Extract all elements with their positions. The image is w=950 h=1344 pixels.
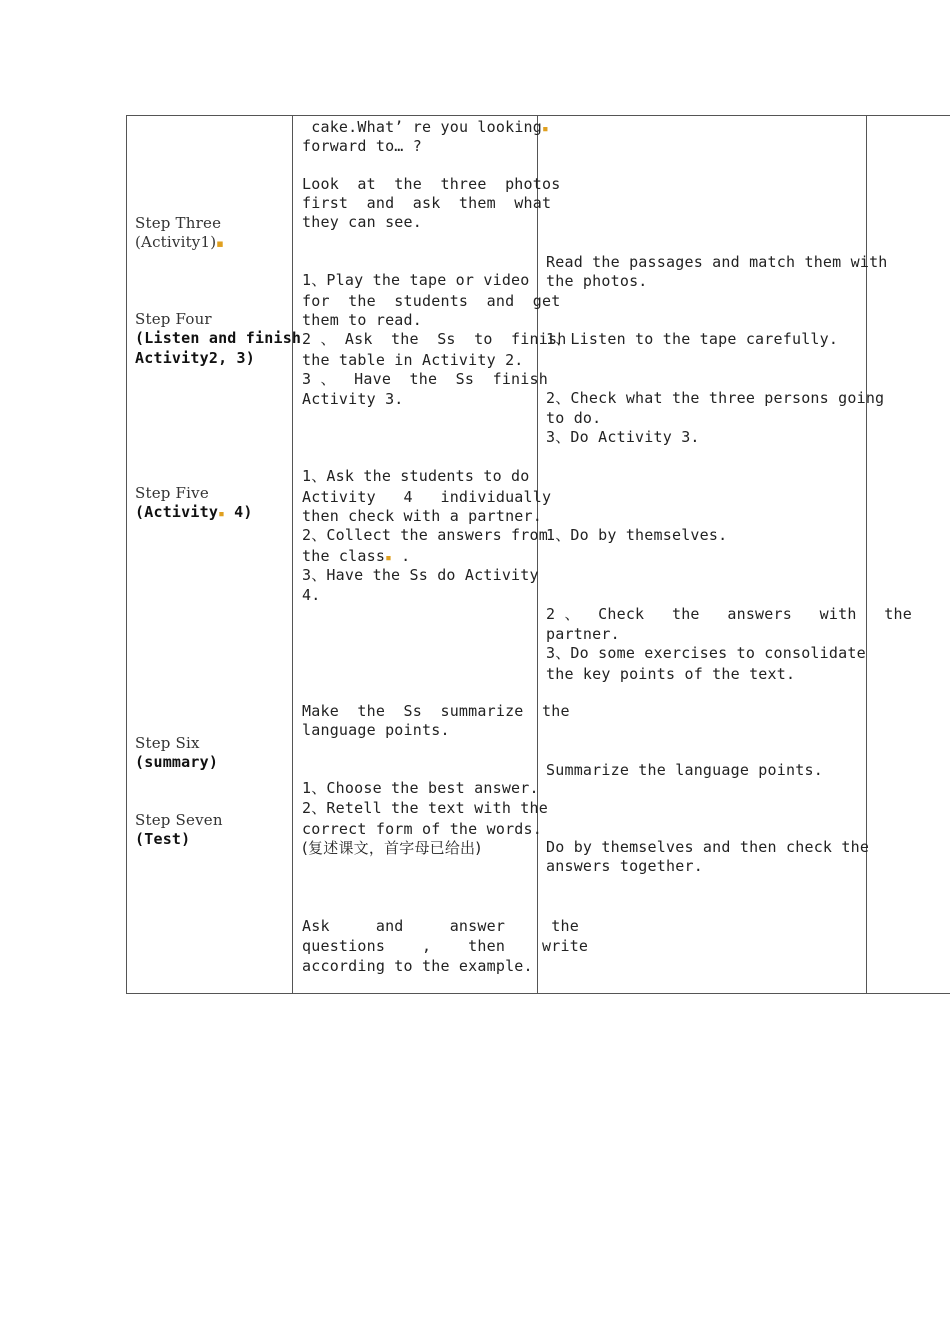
teacher-text-line: language points. [302, 721, 450, 739]
step-four-subtitle-line2: Activity2, 3) [135, 349, 255, 367]
step-six-subtitle: (summary) [135, 753, 219, 771]
step-seven-subtitle: (Test) [135, 830, 191, 848]
step-seven-title: Step Seven [135, 811, 223, 829]
teacher-text-line: Make the Ss summarize the [302, 702, 570, 720]
teacher-text-line: the table in Activity 2. [302, 351, 524, 369]
teacher-text-line: 1、Ask the students to do [302, 467, 530, 485]
teacher-text-line: the class▪ . [302, 547, 411, 565]
column-divider-2 [537, 115, 538, 994]
student-text-line: 1、Listen to the tape carefully. [546, 330, 839, 348]
student-text-line: Summarize the language points. [546, 761, 823, 779]
lesson-table [126, 115, 950, 994]
teacher-text-line: 4. [302, 586, 321, 604]
student-text-line: 2 、 Check the answers with the [546, 605, 912, 623]
teacher-text-line: for the students and get [302, 292, 561, 310]
student-text-line: 3、Do some exercises to consolidate [546, 644, 866, 662]
teacher-text-line: 2、Retell the text with the [302, 799, 548, 817]
teacher-text-line: Ask and answer the [302, 917, 579, 935]
student-text-line: the key points of the text. [546, 665, 796, 683]
teacher-text-line: Activity 3. [302, 390, 404, 408]
orange-dot-icon: ▪ [385, 551, 392, 564]
student-text-line: to do. [546, 409, 602, 427]
teacher-text-line: questions , then write [302, 937, 589, 955]
student-text-line: answers together. [546, 857, 703, 875]
teacher-text-line: 2、Collect the answers from [302, 526, 548, 544]
step-five-subtitle: (Activity▪ 4) [135, 503, 253, 521]
orange-dot-icon: ▪ [542, 122, 549, 135]
teacher-text-line: forward to… ? [302, 137, 422, 155]
teacher-text-line: then check with a partner. [302, 507, 542, 525]
step-four-title: Step Four [135, 310, 212, 328]
student-text-line: 3、Do Activity 3. [546, 428, 700, 446]
student-text-line: the photos. [546, 272, 648, 290]
teacher-text-line: 2 、 Ask the Ss to finish [302, 330, 567, 348]
teacher-text-line: first and ask them what [302, 194, 552, 212]
step-five-title: Step Five [135, 484, 209, 502]
teacher-text-line: Activity 4 individually [302, 488, 552, 506]
teacher-text-line: cake.What’ re you looking▪ [302, 118, 549, 136]
teacher-text-line: Look at the three photos [302, 175, 561, 193]
column-divider-1 [292, 115, 293, 994]
teacher-text-line: 3、Have the Ss do Activity [302, 566, 539, 584]
student-text-line: Do by themselves and then check the [546, 838, 870, 856]
teacher-text-line-chinese: (复述课文，首字母已给出) [302, 839, 482, 857]
teacher-text-line: they can see. [302, 213, 422, 231]
student-text-line: 1、Do by themselves. [546, 526, 728, 544]
teacher-text-line: 1、Play the tape or video [302, 271, 530, 289]
step-six-title: Step Six [135, 734, 200, 752]
orange-dot-icon: ▪ [218, 507, 225, 520]
teacher-text-line: correct form of the words. [302, 820, 542, 838]
student-text-line: Read the passages and match them with [546, 253, 888, 271]
teacher-text-line: them to read. [302, 311, 422, 329]
teacher-text-line: 3 、 Have the Ss finish [302, 370, 548, 388]
student-text-line: 2、Check what the three persons going [546, 389, 885, 407]
teacher-text-line: 1、Choose the best answer. [302, 779, 539, 797]
column-divider-3 [866, 115, 867, 994]
teacher-text-line: according to the example. [302, 957, 533, 975]
orange-dot-icon: ▪ [216, 237, 224, 250]
student-text-line: partner. [546, 625, 620, 643]
step-four-subtitle-line1: (Listen and finish [135, 329, 302, 347]
step-three-subtitle: (Activity1)▪ [135, 233, 224, 251]
step-three-title: Step Three [135, 214, 222, 232]
